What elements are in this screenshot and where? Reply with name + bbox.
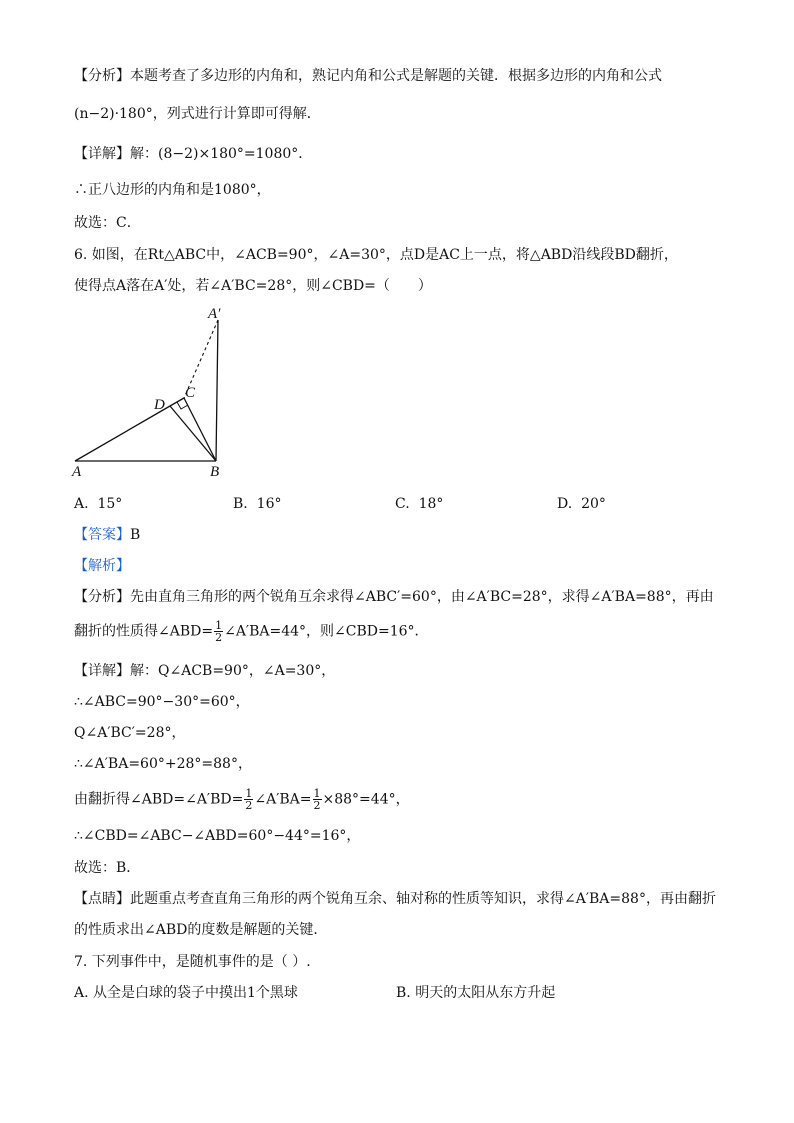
detail-6-4: ∴∠A′BA=60°+28°=88°， xyxy=(74,756,252,772)
line-answer-5: 故选：C． xyxy=(74,215,141,231)
geometry-figure xyxy=(60,300,260,485)
segment-bd xyxy=(170,406,216,461)
question-7-option-a: A. 从全是白球的袋子中摸出1个黑球 xyxy=(74,985,298,1001)
comment-6-2: 的性质求出∠ABD的度数是解题的关键． xyxy=(74,922,328,938)
explain-tag: 【解析】 xyxy=(74,558,130,574)
question-7-stem: 7. 下列事件中，是随机事件的是（ ）. xyxy=(74,954,311,970)
detail-6-5: 由翻折得∠ABD=∠A′BD= $\frac{1}{2}$ ∠A′BA= $\frac{1}{2}$ ×88°=44°， xyxy=(74,787,410,812)
segment-ad xyxy=(75,406,170,461)
question-7-option-b: B. 明天的太阳从东方升起 xyxy=(396,985,556,1001)
question-6-stem-2: 使得点A落在A′处，若∠A′BC=28°，则∠CBD=（ ） xyxy=(74,278,432,294)
question-6-stem-1: 6. 如图，在Rt△ABC中，∠ACB=90°，∠A=30°，点D是AC上一点，将△ABD沿线段BD翻折， xyxy=(74,247,678,263)
choose-6: 故选：B． xyxy=(74,860,141,876)
segment-bc xyxy=(184,398,216,461)
line-analysis-5-2: (n−2)·180°，列式进行计算即可得解． xyxy=(74,106,321,122)
analysis-6-2: 翻折的性质得∠ABD= $\frac{1}{2}$ ∠A′BA=44°，则∠CBD=16°． xyxy=(74,619,429,644)
fraction-half: $\frac{1}{2}$ xyxy=(215,619,223,644)
label-a: A xyxy=(72,464,82,480)
segment-a-prime-b xyxy=(216,320,218,461)
option-a: A. 15° xyxy=(74,496,123,512)
label-d: D xyxy=(154,397,165,413)
line-analysis-5-1: 【分析】本题考查了多边形的内角和，熟记内角和公式是解题的关键．根据多边形的内角和公式 xyxy=(74,68,662,84)
label-c: C xyxy=(185,385,196,401)
option-c: C. 18° xyxy=(395,496,444,512)
option-d: D. 20° xyxy=(557,496,606,512)
line-detail-5-1: 【详解】解：(8−2)×180°=1080°． xyxy=(74,146,313,162)
comment-6-1: 【点睛】此题重点考查直角三角形的两个锐角互余、轴对称的性质等知识，求得∠A′BA=88°，再由翻折 xyxy=(74,891,716,907)
option-b: B. 16° xyxy=(233,496,282,512)
answer-tag: 【答案】 xyxy=(74,527,130,543)
analysis-6-1: 【分析】先由直角三角形的两个锐角互余求得∠ABC′=60°，由∠A′BC=28°，求得∠A′BA=88°，再由 xyxy=(74,589,714,605)
label-b: B xyxy=(210,464,220,480)
fraction-half-2: $\frac{1}{2}$ xyxy=(245,787,253,812)
fraction-half-3: $\frac{1}{2}$ xyxy=(313,787,321,812)
answer-value: B xyxy=(130,527,141,543)
line-detail-5-2: ∴正八边形的内角和是1080°， xyxy=(74,182,271,198)
detail-6-3: Q∠A′BC′=28°， xyxy=(74,725,186,741)
detail-6-6: ∴∠CBD=∠ABC−∠ABD=60°−44°=16°， xyxy=(74,828,361,844)
detail-6-1: 【详解】解：Q∠ACB=90°，∠A=30°， xyxy=(74,663,336,679)
label-a-prime: A′ xyxy=(208,306,221,322)
detail-6-2: ∴∠ABC=90°−30°=60°， xyxy=(74,694,250,710)
answer-line xyxy=(74,525,140,545)
